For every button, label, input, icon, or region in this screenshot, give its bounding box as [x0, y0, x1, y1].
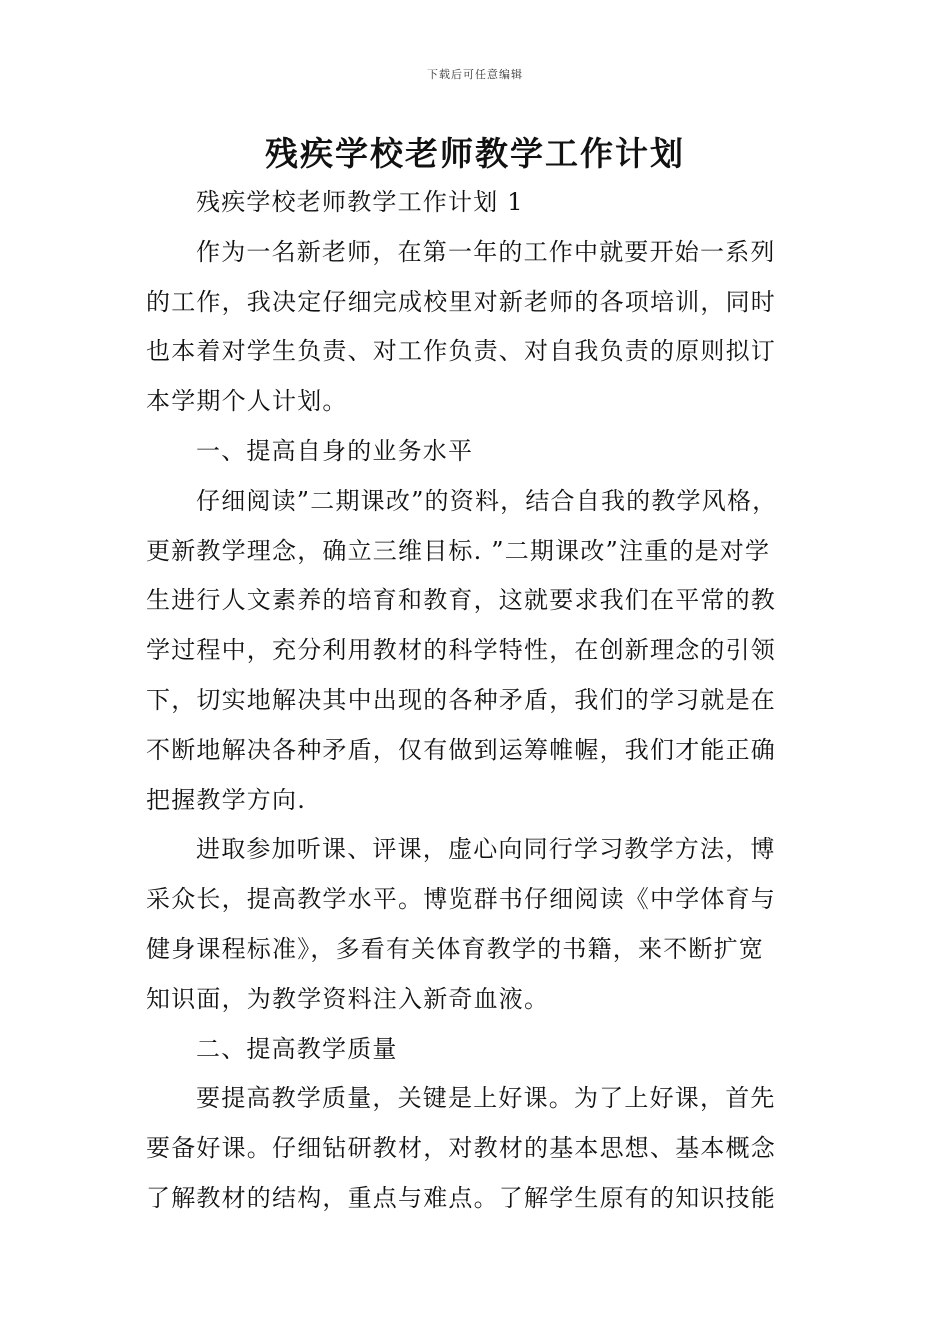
text-line: 进取参加听课、评课，虚心向同行学习教学方法，博 — [196, 835, 776, 864]
document-body — [146, 178, 806, 1224]
section-heading-1 — [146, 427, 806, 477]
text-line: 残疾学校老师教学工作计划 1 — [196, 188, 524, 216]
document-title: 残疾学校老师教学工作计划 — [265, 134, 685, 173]
text-line: 了解教材的结构，重点与难点。了解学生原有的知识技能 — [146, 1183, 776, 1212]
text-line: 更新教学理念，确立三维目标. ”二期课改”注重的是对学 — [146, 536, 771, 565]
text-line: 仔细阅读”二期课改”的资料，结合自我的教学风格， — [196, 486, 778, 515]
text-line: 要提高教学质量，关键是上好课。为了上好课，首先 — [196, 1084, 776, 1113]
body-paragraph — [146, 477, 806, 826]
text-line: 的工作，我决定仔细完成校里对新老师的各项培训，同时 — [146, 287, 776, 316]
text-line: 采众长，提高教学水平。博览群书仔细阅读《中学体育与 — [146, 885, 776, 914]
text-line: 二、提高教学质量 — [196, 1034, 398, 1063]
subtitle-paragraph — [146, 178, 806, 228]
text-line: 学过程中，充分利用教材的科学特性，在创新理念的引领 — [146, 636, 776, 665]
text-line: 不断地解决各种矛盾，仅有做到运筹帷幄，我们才能正确 — [146, 735, 776, 764]
text-line: 作为一名新老师，在第一年的工作中就要开始一系列 — [196, 237, 776, 266]
body-paragraph — [146, 1074, 806, 1223]
text-line: 也本着对学生负责、对工作负责、对自我负责的原则拟订 — [146, 337, 776, 366]
body-paragraph — [146, 825, 806, 1024]
text-line: 知识面，为教学资料注入新奇血液。 — [146, 984, 550, 1013]
text-line: 一、提高自身的业务水平 — [196, 436, 474, 465]
text-line: 要备好课。仔细钻研教材，对教材的基本思想、基本概念 — [146, 1134, 776, 1163]
text-line: 本学期个人计划。 — [146, 387, 348, 416]
section-heading-2 — [146, 1025, 806, 1075]
text-line: 把握教学方向. — [146, 785, 307, 814]
header-note: 下载后可任意编辑 — [427, 68, 523, 81]
text-line: 健身课程标准》，多看有关体育教学的书籍，来不断扩宽 — [146, 934, 764, 963]
text-line: 下，切实地解决其中出现的各种矛盾，我们的学习就是在 — [146, 685, 776, 714]
intro-paragraph — [146, 228, 806, 427]
text-line: 生进行人文素养的培育和教育，这就要求我们在平常的教 — [146, 586, 776, 615]
